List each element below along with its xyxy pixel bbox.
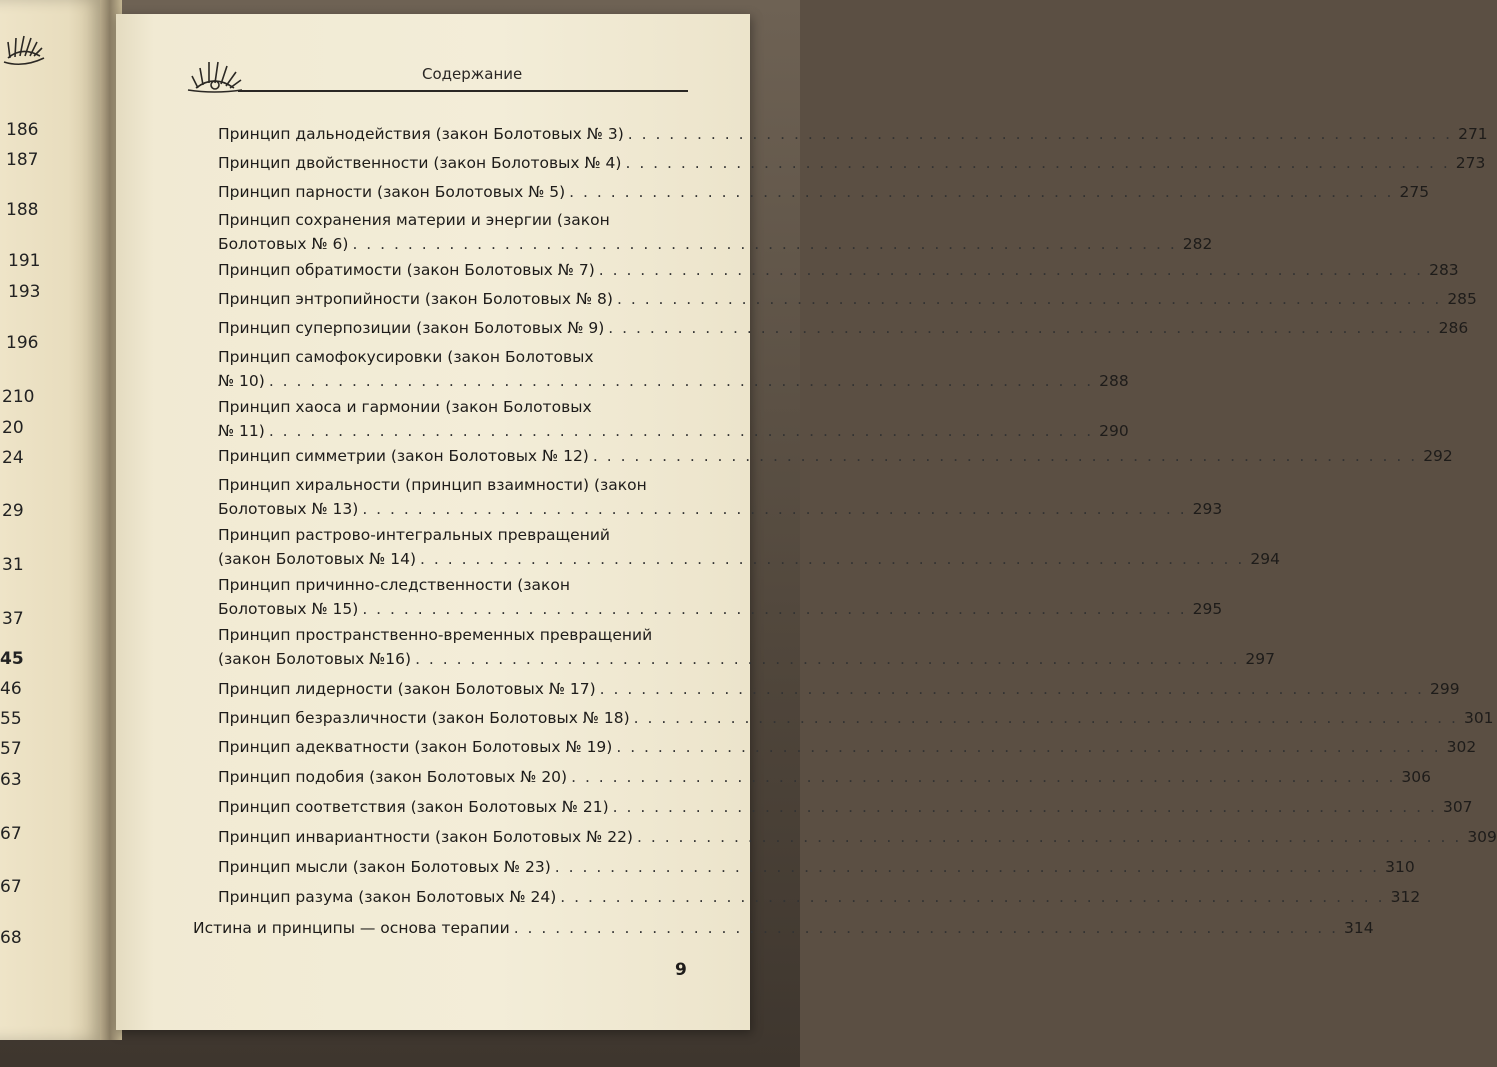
left-page-number: 186	[6, 120, 39, 140]
toc-entry-line	[218, 597, 1223, 621]
toc-entry-line	[218, 825, 1497, 849]
dot-leader: . . . . . . . . . . . . . . . . . . . . . . . . . . . . . . . . . . . . . . . . . . . . . . . . . . . . . . . . . . . .	[616, 290, 1442, 308]
toc-page-number: 283	[1429, 261, 1459, 279]
toc-entry-line	[218, 735, 1477, 759]
toc-page-number: 299	[1429, 680, 1460, 698]
toc-entry-line	[218, 623, 688, 647]
toc-entry-line	[218, 444, 1453, 468]
dot-leader: . . . . . . . . . . . . . . . . . . . . . . . . . . . . . . . . . . . . . . . . . . . . . . . . . . . . . . . . . . . .	[633, 709, 1458, 727]
toc-entry-line	[218, 180, 1430, 204]
toc-entry[interactable]	[218, 795, 1473, 819]
toc-page-number: 282	[1182, 235, 1213, 253]
toc-entry-title: Принцип адекватности (закон Болотовых № 19)	[218, 738, 613, 756]
toc-entry-line	[218, 523, 688, 547]
toc-entry-title: Принцип безразличности (закон Болотовых № 18)	[218, 709, 630, 727]
header-rule	[238, 90, 688, 92]
toc-page-number: 292	[1423, 447, 1453, 465]
toc-entry-line	[218, 232, 1213, 256]
toc-entry-line	[218, 287, 1477, 311]
toc-entry[interactable]	[218, 473, 1223, 521]
left-page-number: 196	[6, 333, 39, 353]
dot-leader: . . . . . . . . . . . . . . . . . . . . . . . . . . . . . . . . . . . . . . . . . . . . . . . . . . . . . . . . . . . .	[608, 319, 1433, 337]
toc-entry[interactable]	[193, 916, 1374, 940]
toc-page-number: 301	[1463, 709, 1494, 727]
dot-leader: . . . . . . . . . . . . . . . . . . . . . . . . . . . . . . . . . . . . . . . . . . . . . . . . . . . . . . . . . . . .	[598, 261, 1424, 279]
dot-leader: . . . . . . . . . . . . . . . . . . . . . . . . . . . . . . . . . . . . . . . . . . . . . . . . . . . . . . . . . . . .	[636, 828, 1462, 846]
toc-entry[interactable]	[218, 122, 1488, 146]
toc-entry-line	[218, 647, 1275, 671]
toc-entry-title: Принцип инвариантности (закон Болотовых № 22)	[218, 828, 633, 846]
toc-entry-line	[218, 855, 1415, 879]
toc-entry[interactable]	[218, 677, 1460, 701]
page-number: 9	[675, 960, 687, 980]
toc-entry-line	[218, 395, 688, 419]
toc-entry-title: Принцип двойственности (закон Болотовых № 4)	[218, 154, 622, 172]
toc-entry-line	[218, 258, 1459, 282]
toc-entry-title: Принцип причинно-следственности (закон	[218, 576, 570, 594]
toc-entry[interactable]	[218, 444, 1453, 468]
left-page-number: 55	[0, 709, 22, 729]
toc-page-number: 286	[1438, 319, 1469, 337]
left-page-number: 67	[0, 877, 22, 897]
toc-entry-title: Принцип подобия (закон Болотовых № 20)	[218, 768, 568, 786]
toc-entry-line	[218, 345, 688, 369]
toc-entry[interactable]	[218, 885, 1421, 909]
toc-entry-line	[218, 122, 1488, 146]
toc-entry-line	[218, 208, 688, 232]
toc-entry-title: Принцип мысли (закон Болотовых № 23)	[218, 858, 551, 876]
toc-entry-title: Принцип энтропийности (закон Болотовых № 8)	[218, 290, 613, 308]
toc-entry[interactable]	[218, 855, 1415, 879]
running-head: Содержание	[422, 65, 523, 83]
toc-page-number: 307	[1442, 798, 1473, 816]
dot-leader: . . . . . . . . . . . . . . . . . . . . . . . . . . . . . . . . . . . . . . . . . . . . . . . . . . . . . . . . . . . .	[554, 858, 1380, 876]
toc-entry-title: № 11)	[218, 422, 265, 440]
left-page-number: 29	[2, 501, 24, 521]
toc-entry-line	[218, 316, 1469, 340]
toc-entry-title: Истина и принципы — основа терапии	[193, 919, 510, 937]
toc-entry[interactable]	[218, 706, 1494, 730]
toc-entry-line	[218, 573, 688, 597]
toc-page-number: 302	[1446, 738, 1477, 756]
toc-page-number: 309	[1467, 828, 1497, 846]
toc-entry[interactable]	[218, 573, 1223, 621]
toc-entry-title: Принцип разума (закон Болотовых № 24)	[218, 888, 557, 906]
toc-entry-title: Болотовых № 6)	[218, 235, 349, 253]
toc-entry-title: (закон Болотовых № 14)	[218, 550, 417, 568]
toc-entry[interactable]	[218, 316, 1469, 340]
toc-entry[interactable]	[218, 345, 1129, 393]
toc-entry-title: Принцип дальнодействия (закон Болотовых № 3)	[218, 125, 624, 143]
dot-leader: . . . . . . . . . . . . . . . . . . . . . . . . . . . . . . . . . . . . . . . . . . . . . . . . . . . . . . . . . . . .	[612, 798, 1437, 816]
toc-entry-title: Принцип сохранения материи и энергии (закон	[218, 211, 610, 229]
dot-leader: . . . . . . . . . . . . . . . . . . . . . . . . . . . . . . . . . . . . . . . . . . . . . . . . . . . . . . . . . . . .	[268, 372, 1094, 390]
toc-entry[interactable]	[218, 623, 1275, 671]
toc-entry-line	[218, 765, 1432, 789]
toc-entry-line	[218, 473, 688, 497]
toc-entry-title: Принцип самофокусировки (закон Болотовых	[218, 348, 594, 366]
dot-leader: . . . . . . . . . . . . . . . . . . . . . . . . . . . . . . . . . . . . . . . . . . . . . . . . . . . . . . . . . . . .	[627, 125, 1453, 143]
dot-leader: . . . . . . . . . . . . . . . . . . . . . . . . . . . . . . . . . . . . . . . . . . . . . . . . . . . . . . . . . . . .	[420, 550, 1245, 568]
left-page-number: 67	[0, 824, 22, 844]
toc-entry-title: Принцип хиральности (принцип взаимности) (закон	[218, 476, 647, 494]
toc-page-number: 271	[1458, 125, 1488, 143]
toc-entry[interactable]	[218, 523, 1280, 571]
toc-entry[interactable]	[218, 735, 1477, 759]
toc-entry[interactable]	[218, 765, 1432, 789]
left-page-number: 57	[0, 739, 22, 759]
toc-entry-line	[218, 369, 1129, 393]
dot-leader: . . . . . . . . . . . . . . . . . . . . . . . . . . . . . . . . . . . . . . . . . . . . . . . . . . . . . . . . . . . .	[352, 235, 1177, 253]
dot-leader: . . . . . . . . . . . . . . . . . . . . . . . . . . . . . . . . . . . . . . . . . . . . . . . . . . . . . . . . . . . .	[513, 919, 1339, 937]
flower-ornament-icon	[0, 28, 46, 68]
toc-entry[interactable]	[218, 180, 1430, 204]
dot-leader: . . . . . . . . . . . . . . . . . . . . . . . . . . . . . . . . . . . . . . . . . . . . . . . . . . . . . . . . . . . .	[268, 422, 1094, 440]
toc-entry-title: Болотовых № 15)	[218, 600, 359, 618]
toc-entry-title: Принцип растрово-интегральных превращений	[218, 526, 610, 544]
toc-entry-title: Принцип обратимости (закон Болотовых № 7)	[218, 261, 595, 279]
flower-ornament-icon	[186, 54, 244, 94]
toc-page-number: 285	[1447, 290, 1477, 308]
toc-entry-title: Принцип пространственно-временных превращений	[218, 626, 653, 644]
dot-leader: . . . . . . . . . . . . . . . . . . . . . . . . . . . . . . . . . . . . . . . . . . . . . . . . . . . . . . . . . . . .	[415, 650, 1240, 668]
toc-entry-line	[218, 677, 1460, 701]
left-page-number: 210	[2, 387, 35, 407]
dot-leader: . . . . . . . . . . . . . . . . . . . . . . . . . . . . . . . . . . . . . . . . . . . . . . . . . . . . . . . . . . . .	[560, 888, 1385, 906]
left-page-number: 46	[0, 679, 22, 699]
toc-entry-title: Принцип суперпозиции (закон Болотовых № 9)	[218, 319, 605, 337]
toc-page-number: 297	[1245, 650, 1275, 668]
left-page-number: 31	[2, 555, 24, 575]
toc-entry[interactable]	[218, 208, 1213, 256]
toc-entry[interactable]	[218, 258, 1459, 282]
toc-entry-line	[218, 795, 1473, 819]
toc-page-number: 288	[1099, 372, 1129, 390]
dot-leader: . . . . . . . . . . . . . . . . . . . . . . . . . . . . . . . . . . . . . . . . . . . . . . . . . . . . . . . . . . . .	[616, 738, 1441, 756]
toc-entry-title: Принцип парности (закон Болотовых № 5)	[218, 183, 566, 201]
toc-page-number: 314	[1344, 919, 1374, 937]
left-page-number: 37	[2, 609, 24, 629]
toc-entry-line	[193, 916, 1374, 940]
toc-entry-title: Принцип соответствия (закон Болотовых № 21)	[218, 798, 609, 816]
dot-leader: . . . . . . . . . . . . . . . . . . . . . . . . . . . . . . . . . . . . . . . . . . . . . . . . . . . . . . . . . . . .	[625, 154, 1450, 172]
dot-leader: . . . . . . . . . . . . . . . . . . . . . . . . . . . . . . . . . . . . . . . . . . . . . . . . . . . . . . . . . . . .	[571, 768, 1396, 786]
left-page-number: 45	[0, 649, 24, 669]
left-page-number: 68	[0, 928, 22, 948]
toc-entry[interactable]	[218, 287, 1477, 311]
toc-entry-line	[218, 885, 1421, 909]
toc-page-number: 310	[1385, 858, 1415, 876]
dot-leader: . . . . . . . . . . . . . . . . . . . . . . . . . . . . . . . . . . . . . . . . . . . . . . . . . . . . . . . . . . . .	[599, 680, 1424, 698]
left-page-number: 24	[2, 448, 24, 468]
toc-page-number: 306	[1401, 768, 1432, 786]
toc-entry[interactable]	[218, 395, 1129, 443]
toc-page-number: 295	[1192, 600, 1223, 618]
toc-entry-line	[218, 497, 1223, 521]
toc-entry-title: Принцип симметрии (закон Болотовых № 12)	[218, 447, 589, 465]
left-page-number: 63	[0, 770, 22, 790]
toc-page-number: 294	[1250, 550, 1280, 568]
left-page-number: 188	[6, 200, 39, 220]
toc-page-number: 293	[1192, 500, 1223, 518]
toc-page-number: 290	[1099, 422, 1129, 440]
toc-entry-title: № 10)	[218, 372, 265, 390]
toc-page-number: 275	[1399, 183, 1430, 201]
left-page-number: 187	[6, 150, 39, 170]
dot-leader: . . . . . . . . . . . . . . . . . . . . . . . . . . . . . . . . . . . . . . . . . . . . . . . . . . . . . . . . . . . .	[592, 447, 1418, 465]
toc-entry-line	[218, 706, 1494, 730]
toc-entry-title: Принцип хаоса и гармонии (закон Болотовых	[218, 398, 592, 416]
toc-entry-line	[218, 151, 1486, 175]
toc-entry-line	[218, 547, 1280, 571]
toc-entry-title: Принцип лидерности (закон Болотовых № 17)	[218, 680, 596, 698]
toc-entry-title: Болотовых № 13)	[218, 500, 359, 518]
toc-entry[interactable]	[218, 825, 1497, 849]
toc-page-number: 312	[1390, 888, 1421, 906]
toc-entry-title: (закон Болотовых №16)	[218, 650, 412, 668]
dot-leader: . . . . . . . . . . . . . . . . . . . . . . . . . . . . . . . . . . . . . . . . . . . . . . . . . . . . . . . . . . . .	[362, 500, 1187, 518]
left-page-number: 20	[2, 418, 24, 438]
dot-leader: . . . . . . . . . . . . . . . . . . . . . . . . . . . . . . . . . . . . . . . . . . . . . . . . . . . . . . . . . . . .	[569, 183, 1394, 201]
left-page-number: 193	[8, 282, 41, 302]
left-page-number: 191	[8, 251, 41, 271]
toc-entry-line	[218, 419, 1129, 443]
toc-entry[interactable]	[218, 151, 1486, 175]
dot-leader: . . . . . . . . . . . . . . . . . . . . . . . . . . . . . . . . . . . . . . . . . . . . . . . . . . . . . . . . . . . .	[362, 600, 1187, 618]
toc-page-number: 273	[1455, 154, 1486, 172]
